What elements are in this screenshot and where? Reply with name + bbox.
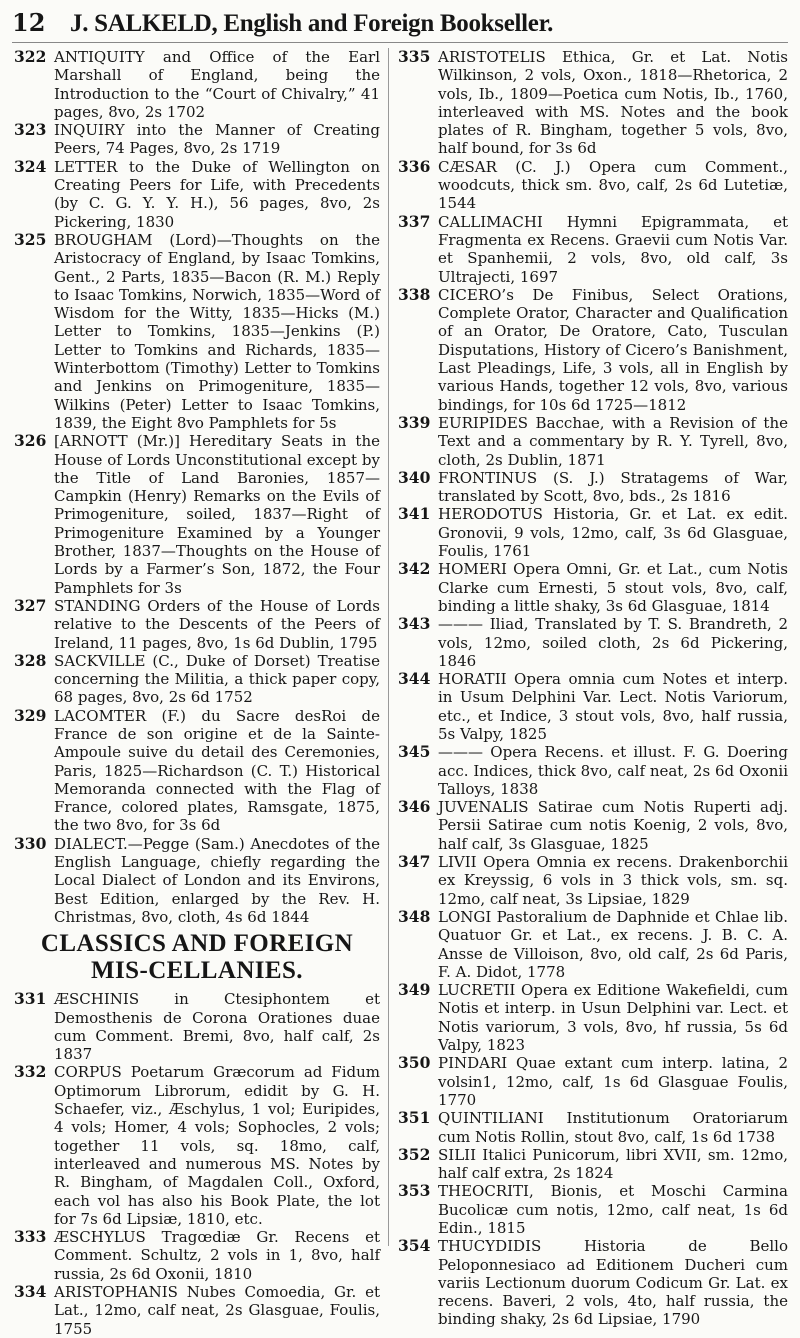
catalogue-entry <box>14 990 380 1063</box>
entry-number: 334 <box>14 1282 47 1301</box>
entry-number: 347 <box>398 852 431 872</box>
entry-number: 324 <box>14 156 47 176</box>
entry-number: 326 <box>14 431 47 451</box>
entry-text: DIALECT.—Pegge (Sam.) Anecdotes of the English Language, chiefly regarding the Local Dialect of London and its Environs, Best Edition, enlarged by the Rev. H. Christmas, 8vo, cloth, 4s 6d 1844 <box>54 834 380 926</box>
entry-text: ANTIQUITY and Office of the Earl Marshall of England, being the Introduction to the “Court of Chivalry,” 41 pages, 8vo, 2s 1702 <box>54 48 380 121</box>
catalogue-entry <box>398 469 788 506</box>
right-column <box>398 47 788 1329</box>
entry-number: 329 <box>14 705 47 725</box>
entry-number: 341 <box>398 504 431 524</box>
entry-number: 332 <box>14 1062 47 1082</box>
catalogue-entry <box>398 908 788 981</box>
entry-text: ——— Opera Recens. et illust. F. G. Doering acc. Indices, thick 8vo, calf neat, 2s 6d Oxonii Talloys, 1838 <box>438 743 788 798</box>
entry-text: LUCRETII Opera ex Editione Wakefieldi, cum Notis et interp. in Usun Delphini var. Lect. et Notis variorum, 3 vols, 8vo, hf russia, 5s 6d Valpy, 1823 <box>438 981 788 1055</box>
entry-number: 330 <box>14 833 47 853</box>
entry-text: ÆSCHYLUS Tragœdiæ Gr. Recens et Comment. Schultz, 2 vols in 1, 8vo, half russia, 2s 6d Oxonii, 1810 <box>54 1228 380 1283</box>
entry-text: BROUGHAM (Lord)—Thoughts on the Aristocracy of England, by Isaac Tomkins, Gent., 2 Parts, 1835—Bacon (R. M.) Reply to Isaac Tomkins, Norwich, 1835—Word of Wisdom for the Witty, 1835—Hicks (M.) Letter to Tomkins, 1835—Jenkins (P.) Letter to Tomkins and Richards, 1835—Winterbottom (Timothy) Letter to Tomkins and Jenkins on Primogeniture, 1835—Wilkins (Peter) Letter to Isaac Tomkins, 1839, the Eight 8vo Pamphlets for 5s <box>54 230 380 432</box>
entry-number: 348 <box>398 906 431 926</box>
left-column <box>14 47 380 1338</box>
entry-text: HOMERI Opera Omni, Gr. et Lat., cum Notis Clarke cum Ernesti, 5 stout vols, 8vo, calf, binding a little shaky, 3s 6d Glasguae, 1814 <box>438 560 788 615</box>
entry-number: 339 <box>398 412 431 432</box>
entry-text: ÆSCHINIS in Ctesiphontem et Demosthenis de Corona Orationes duae cum Comment. Bremi, 8vo, half calf, 2s 1837 <box>54 990 380 1064</box>
catalogue-entry <box>14 432 380 597</box>
catalogue-entry <box>398 286 788 414</box>
catalogue-entry <box>14 652 380 707</box>
catalogue-entry <box>14 158 380 231</box>
entry-text: ARISTOTELIS Ethica, Gr. et Lat. Notis Wilkinson, 2 vols, Oxon., 1818—Rhetorica, 2 vols, Ib., 1809—Poetica cum Notis, Ib., 1760, interleaved with MS. Notes and the book plates of R. Bingham, together 5 vols, 8vo, half bound, for 3s 6d <box>438 48 788 158</box>
entry-number: 338 <box>398 284 431 304</box>
entry-text: LACOMTER (F.) du Sacre desRoi de France de son origine et de la Sainte-Ampoule suive du detail des Ceremonies, Paris, 1825—Richardson (C. T.) Historical Memoranda connected with the Flag of France, colored plates, Ramsgate, 1875, the two 8vo, for 3s 6d <box>54 706 380 835</box>
entry-number: 354 <box>398 1236 431 1256</box>
entry-number: 342 <box>398 559 431 579</box>
entry-text: HERODOTUS Historia, Gr. et Lat. ex edit. Gronovii, 9 vols, 12mo, calf, 3s 6d Glasguae, Foulis, 1761 <box>438 505 788 561</box>
entry-number: 345 <box>398 742 431 762</box>
entry-text: ARISTOPHANIS Nubes Comoedia, Gr. et Lat., 12mo, calf neat, 2s Glasguae, Foulis, 1755 <box>54 1283 380 1338</box>
running-head: J. SALKELD, English and Foreign Bookseller. <box>70 10 554 37</box>
entry-number: 322 <box>14 47 47 66</box>
entry-text: THUCYDIDIS Historia de Bello Peloponnesiaco ad Editionem Ducheri cum variis Lectionum duorum Codicum Gr. Lat. ex recens. Baveri, 2 vols, 4to, half russia, the binding shaky, 2s 6d Lipsiae, 1790 <box>438 1237 788 1329</box>
catalogue-entry <box>14 835 380 926</box>
entry-text: LIVII Opera Omnia ex recens. Drakenborchii ex Kreyssig, 6 vols in 3 thick vols, sm. sq. 12mo, calf neat, 3s Lipsiae, 1829 <box>438 853 788 908</box>
entry-number: 333 <box>14 1227 47 1247</box>
catalogue-entry <box>14 597 380 652</box>
entry-number: 331 <box>14 989 47 1009</box>
entry-text: LETTER to the Duke of Wellington on Creating Peers for Life, with Precedents (by C. G. Y. Y. H.), 56 pages, 8vo, 2s Pickering, 1830 <box>54 157 380 231</box>
catalogue-entry <box>14 231 380 432</box>
catalogue-entry <box>398 670 788 743</box>
catalogue-entry <box>398 560 788 615</box>
entry-number: 323 <box>14 120 47 140</box>
entry-number: 343 <box>398 614 431 634</box>
entry-text: SILII Italici Punicorum, libri XVII, sm. 12mo, half calf extra, 2s 1824 <box>438 1145 788 1183</box>
catalogue-entry <box>398 1054 788 1109</box>
column-divider <box>388 48 389 1246</box>
entry-number: 340 <box>398 467 431 487</box>
catalogue-entry <box>14 121 380 158</box>
section-heading: CLASSICS AND FOREIGN MIS-CELLANIES. <box>40 930 354 985</box>
page-header <box>12 8 788 43</box>
entry-number: 328 <box>14 650 47 670</box>
entry-text: EURIPIDES Bacchae, with a Revision of the Text and a commentary by R. Y. Tyrell, 8vo, cloth, 2s Dublin, 1871 <box>438 413 788 469</box>
entry-text: LONGI Pastoralium de Daphnide et Chlae lib. Quatuor Gr. et Lat., ex recens. J. B. C. A. Ansse de Villoison, 8vo, old calf, 2s 6d Paris, F. A. Didot, 1778 <box>438 907 788 981</box>
page-number: 12 <box>12 8 46 37</box>
entry-text: JUVENALIS Satirae cum Notis Ruperti adj. Persii Satirae cum notis Koenig, 2 vols, 8vo, half calf, 3s Glasguae, 1825 <box>438 798 788 853</box>
catalogue-entry <box>398 414 788 469</box>
entry-number: 327 <box>14 595 47 615</box>
entry-number: 351 <box>398 1108 431 1128</box>
entry-text: CÆSAR (C. J.) Opera cum Comment., woodcuts, thick sm. 8vo, calf, 2s 6d Lutetiæ, 1544 <box>438 157 788 213</box>
entry-number: 353 <box>398 1181 431 1201</box>
catalogue-entry <box>398 981 788 1054</box>
catalogue-entry <box>398 743 788 798</box>
catalogue-entry <box>398 1182 788 1237</box>
catalogue-entry <box>398 505 788 560</box>
catalogue-entry <box>398 853 788 908</box>
entry-number: 337 <box>398 211 431 231</box>
entry-text: FRONTINUS (S. J.) Stratagems of War, translated by Scott, 8vo, bds., 2s 1816 <box>438 468 788 506</box>
entry-text: HORATII Opera omnia cum Notes et interp. in Usum Delphini Var. Lect. Notis Variorum, etc., et Indice, 3 stout vols, 8vo, half russia, 5s Valpy, 1825 <box>438 670 788 743</box>
catalogue-entry <box>14 1228 380 1283</box>
entry-text: STANDING Orders of the House of Lords relative to the Descents of the Peers of Ireland, 11 pages, 8vo, 1s 6d Dublin, 1795 <box>54 596 380 652</box>
entry-number: 352 <box>398 1144 431 1164</box>
entry-number: 325 <box>14 229 47 249</box>
entry-text: CICERO’s De Finibus, Select Orations, Complete Orator, Character and Qualification of an Orator, De Oratore, Cato, Tusculan Disputations, History of Cicero’s Banishment, Last Pleadings, Life, 3 vols, all in English by various Hands, together 12 vols, 8vo, various bindings, for 10s 6d 1725—1812 <box>438 285 788 414</box>
entry-text: INQUIRY into the Manner of Creating Peers, 74 Pages, 8vo, 2s 1719 <box>54 121 380 158</box>
catalogue-entry <box>398 1237 788 1328</box>
entry-text: THEOCRITI, Bionis, et Moschi Carmina Bucolicæ cum notis, 12mo, calf neat, 1s 6d Edin., 1815 <box>438 1182 788 1237</box>
entry-number: 335 <box>398 47 431 66</box>
entry-number: 350 <box>398 1053 431 1073</box>
catalogue-entry <box>398 615 788 670</box>
entry-text: PINDARI Quae extant cum interp. latina, 2 volsin1, 12mo, calf, 1s 6d Glasguae Foulis, 1770 <box>438 1054 788 1109</box>
catalogue-entry <box>398 213 788 286</box>
entry-number: 336 <box>398 156 431 176</box>
catalogue-entry <box>398 798 788 853</box>
entry-text: CALLIMACHI Hymni Epigrammata, et Fragmenta ex Recens. Graevii cum Notis Var. et Spanhemii, 2 vols, 8vo, old calf, 3s Ultrajecti, 1697 <box>438 212 788 286</box>
catalogue-entry <box>398 1146 788 1183</box>
catalogue-entry <box>398 1109 788 1146</box>
catalogue-entry <box>398 48 788 158</box>
catalogue-entry <box>14 1063 380 1228</box>
catalogue-entry <box>14 1283 380 1338</box>
entry-number: 344 <box>398 669 431 689</box>
entry-text: QUINTILIANI Institutionum Oratoriarum cum Notis Rollin, stout 8vo, calf, 1s 6d 1738 <box>438 1109 788 1146</box>
entry-text: CORPUS Poetarum Græcorum ad Fidum Optimorum Librorum, edidit by G. H. Schaefer, viz., Æschylus, 1 vol; Euripides, 4 vols; Homer, 4 vols; Sophocles, 2 vols; together 11 vols, sq. 18mo, calf, interleaved and numerous MS. Notes by R. Bingham, of Magdalen Coll., Oxford, each vol has also his Book Plate, the lot for 7s 6d Lipsiæ, 1810, etc. <box>54 1063 380 1228</box>
catalogue-entry <box>14 48 380 121</box>
entry-text: [ARNOTT (Mr.)] Hereditary Seats in the House of Lords Unconstitutional except by the Title of Land Baronies, 1857—Campkin (Henry) Remarks on the Evils of Primogeniture, soiled, 1837—Right of Primogeniture Examined by a Younger Brother, 1837—Thoughts on the House of Lords by a Farmer’s Son, 1872, the Four Pamphlets for 3s <box>54 432 380 597</box>
entry-number: 349 <box>398 980 431 1000</box>
entry-number: 346 <box>398 797 431 817</box>
entry-text: SACKVILLE (C., Duke of Dorset) Treatise concerning the Militia, a thick paper copy, 68 pages, 8vo, 2s 6d 1752 <box>54 651 380 707</box>
catalogue-entry <box>398 158 788 213</box>
entry-text: ——— Iliad, Translated by T. S. Brandreth, 2 vols, 12mo, soiled cloth, 2s 6d Pickering, 1846 <box>438 615 788 670</box>
catalogue-entry <box>14 707 380 835</box>
